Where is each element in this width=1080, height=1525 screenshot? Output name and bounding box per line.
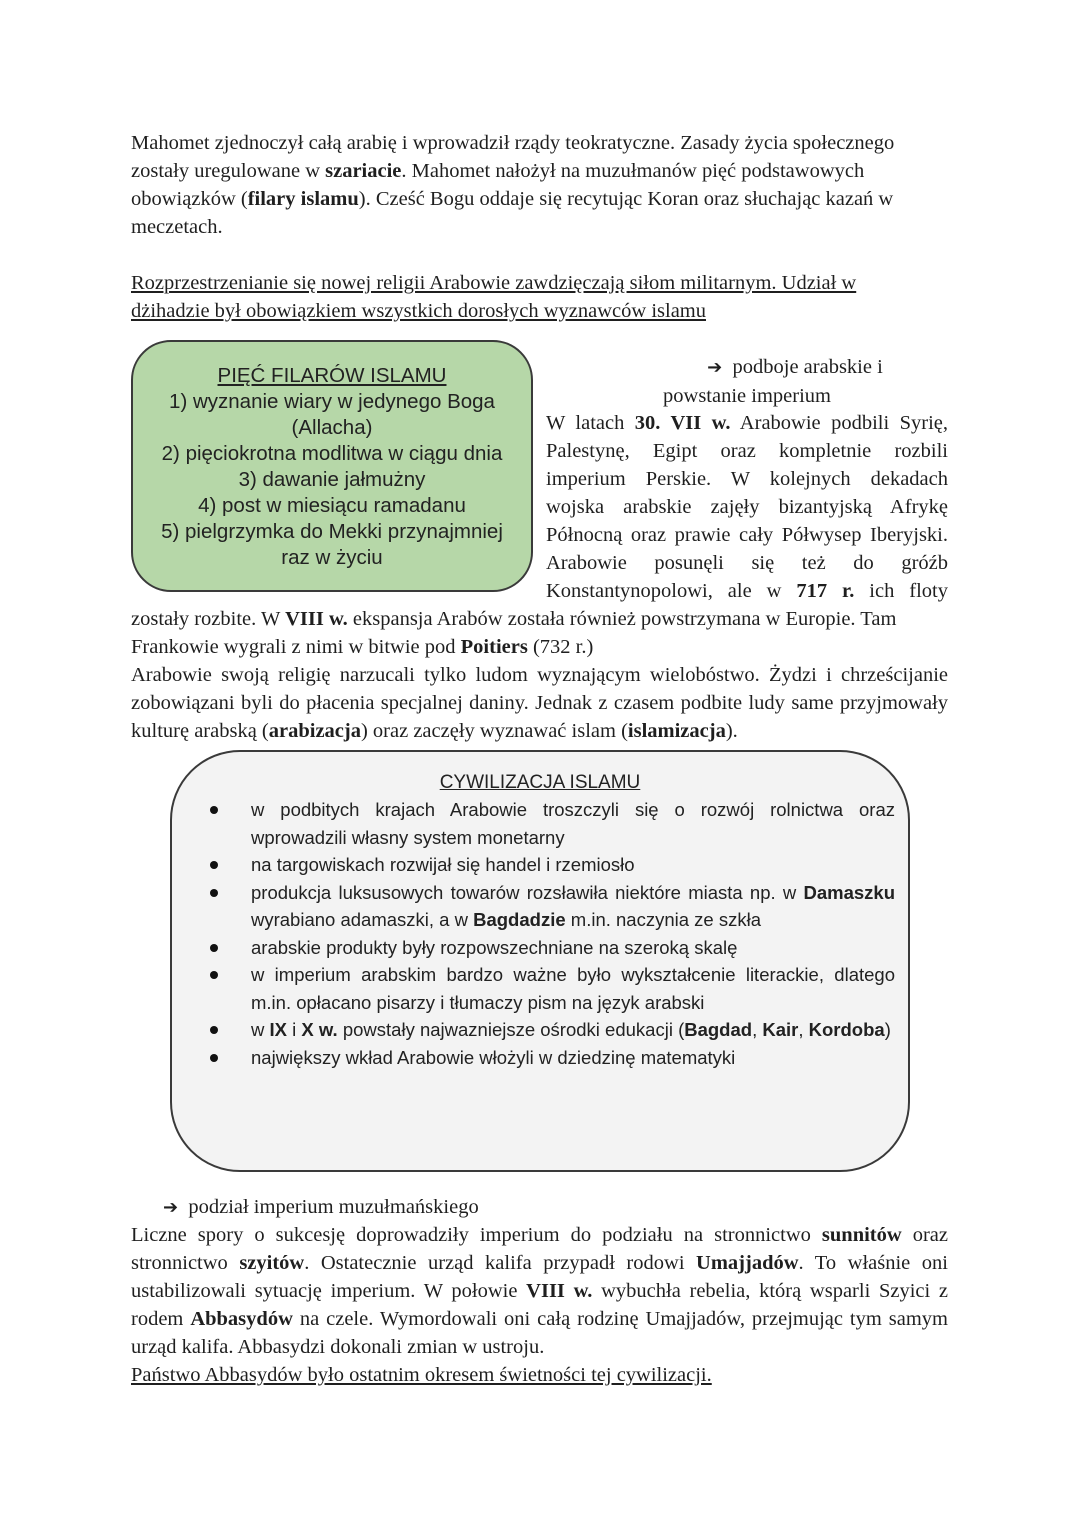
underlined-line: Rozprzestrzenianie się nowej religii Arabowie zawdzięczają siłom militarnym. Udział w bbox=[131, 272, 857, 294]
date: VIII w. bbox=[526, 1280, 593, 1302]
date: 30. VII w. bbox=[634, 412, 731, 434]
bullet-icon bbox=[210, 971, 218, 979]
date: 717 r. bbox=[796, 580, 855, 602]
conquests-paragraph bbox=[546, 409, 948, 605]
list-item: arabskie produkty były rozpowszechniane na szeroką skalę bbox=[205, 934, 895, 962]
pillar-item: 4) post w miesiącu ramadanu bbox=[198, 494, 466, 517]
pillars-title: PIĘĆ FILARÓW ISLAMU bbox=[217, 364, 447, 387]
list-item: produkcja luksusowych towarów rozsławiła niektóre miasta np. w Damaszku wyrabiano adamaszki, a w Bagdadzie m.in. naczynia ze szkła bbox=[205, 879, 895, 934]
pillar-item: 5) pielgrzymka do Mekki przynajmniej bbox=[161, 520, 503, 543]
text: zostały rozbite. W bbox=[131, 608, 286, 630]
pillar-item: 3) dawanie jałmużny bbox=[238, 468, 426, 491]
underlined-line: dżihadzie był obowiązkiem wszystkich dorosłych wyznawców islamu bbox=[131, 300, 706, 322]
bullet-icon bbox=[210, 861, 218, 869]
term-szariat: szariacie bbox=[325, 160, 402, 182]
term-sunnici: sunnitów bbox=[821, 1224, 902, 1246]
civilization-box bbox=[170, 750, 910, 1172]
pillar-item: 1) wyznanie wiary w jedynego Boga bbox=[169, 390, 495, 413]
term-umajjadzi: Umajjadów bbox=[696, 1252, 799, 1274]
division-heading bbox=[163, 1193, 863, 1222]
text: Mahomet zjednoczył całą arabię i wprowadził rządy teokratyczne. Zasady życia społecznego zostały uregulowane w bbox=[131, 132, 895, 182]
text: Arabowie swoją religię narzucali tylko ludom wyznającym wielobóstwo. Żydzi i chrześcijanie zobowiązani byli do płacenia specjalnej daniny. Jednak z czasem podbite ludy same przyjmowały kulturę arabską ( bbox=[131, 664, 948, 742]
heading-text: podział imperium muzułmańskiego bbox=[188, 1196, 479, 1218]
bullet-icon bbox=[210, 889, 218, 897]
list-item: największy wkład Arabowie włożyli w dziedzinę matematyki bbox=[205, 1044, 895, 1072]
conquests-continuation bbox=[131, 605, 951, 661]
civilization-title: CYWILIZACJA ISLAMU bbox=[439, 772, 641, 793]
heading-text: powstanie imperium bbox=[663, 385, 831, 407]
term-filary: filary islamu bbox=[247, 188, 359, 210]
conquests-heading bbox=[546, 353, 948, 410]
pillar-item: 2) pięciokrotna modlitwa w ciągu dnia bbox=[161, 442, 503, 465]
arrow-icon: ➔ bbox=[163, 1197, 179, 1218]
text: Arabowie podbili Syrię, Palestynę, Egipt oraz kompletnie rozbili imperium Perskie. W kolejnych dekadach wojska arabskie zajęły bizantyjską Afrykę Północną oraz prawie cały Półwysep Iberyjski. Arabowie posunęli się też do gróźb Konstantynopolowi, ale w bbox=[546, 412, 948, 602]
text: ekspansja Arabów została również powstrzymana w Europie. Tam Frankowie wygrali z nimi w bitwie pod bbox=[131, 608, 897, 658]
paragraph-mahomet bbox=[131, 129, 951, 241]
text: ). bbox=[725, 720, 738, 742]
paragraph-jihad bbox=[131, 269, 951, 325]
text: (732 r.) bbox=[527, 636, 594, 658]
bullet-icon bbox=[210, 944, 218, 952]
division-paragraph: Liczne spory o sukcesję doprowadziły imperium do podziału na stronnictwo sunnitów oraz stronnictwo szyitów. Ostatecznie urząd kalifa przypadł rodowi Umajjadów. To właśnie oni ustabilizowali sytuację imperium. W połowie VIII w. wybuchła rebelia, którą wsparli Szyici z rodem Abbasydów na czele. Wymordowali oni całą rodzinę Umajjadów, przejmując tym samym urząd kalifa. Abbasydzi dokonali zmian w ustroju. bbox=[131, 1224, 948, 1358]
bullet-icon bbox=[210, 1026, 218, 1034]
text: W latach bbox=[546, 412, 635, 434]
term-szyici: szyitów bbox=[239, 1252, 305, 1274]
arrow-icon: ➔ bbox=[707, 357, 723, 378]
term-arabizacja: arabizacja bbox=[268, 720, 361, 742]
civilization-list bbox=[205, 796, 895, 1071]
list-item: w imperium arabskim bardzo ważne było wykształcenie literackie, dlatego m.in. opłacano pisarzy i tłumaczy pism na język arabski bbox=[205, 961, 895, 1016]
pillar-item: raz w życiu bbox=[281, 546, 383, 569]
list-item: na targowiskach rozwijał się handel i rzemiosło bbox=[205, 851, 895, 879]
term-abbasydzi: Abbasydów bbox=[190, 1308, 293, 1330]
bullet-icon bbox=[210, 806, 218, 814]
text: ) oraz zaczęły wyznawać islam ( bbox=[360, 720, 628, 742]
list-item: w podbitych krajach Arabowie troszczyli się o rozwój rolnictwa oraz wprowadzili własny system monetarny bbox=[205, 796, 895, 851]
place: Poitiers bbox=[460, 636, 528, 658]
heading-text: podboje arabskie i bbox=[732, 356, 883, 378]
bullet-icon bbox=[210, 1054, 218, 1062]
text: . Mahomet nałożył na muzułmanów pięć podstawowych obowiązków ( bbox=[131, 160, 865, 210]
text: ich floty bbox=[854, 580, 949, 602]
pillar-item: (Allacha) bbox=[291, 416, 373, 439]
date: VIII w. bbox=[285, 608, 348, 630]
five-pillars-box bbox=[131, 340, 533, 592]
paragraph-arabization bbox=[131, 661, 948, 745]
closing-sentence: Państwo Abbasydów było ostatnim okresem świetności tej cywilizacji. bbox=[131, 1364, 712, 1386]
term-islamizacja: islamizacja bbox=[627, 720, 726, 742]
text: ). Cześć Bogu oddaje się recytując Koran oraz słuchając kazań w meczetach. bbox=[131, 188, 894, 238]
list-item: w IX i X w. powstały najwazniejsze ośrodki edukacji (Bagdad, Kair, Kordoba) bbox=[205, 1016, 895, 1044]
